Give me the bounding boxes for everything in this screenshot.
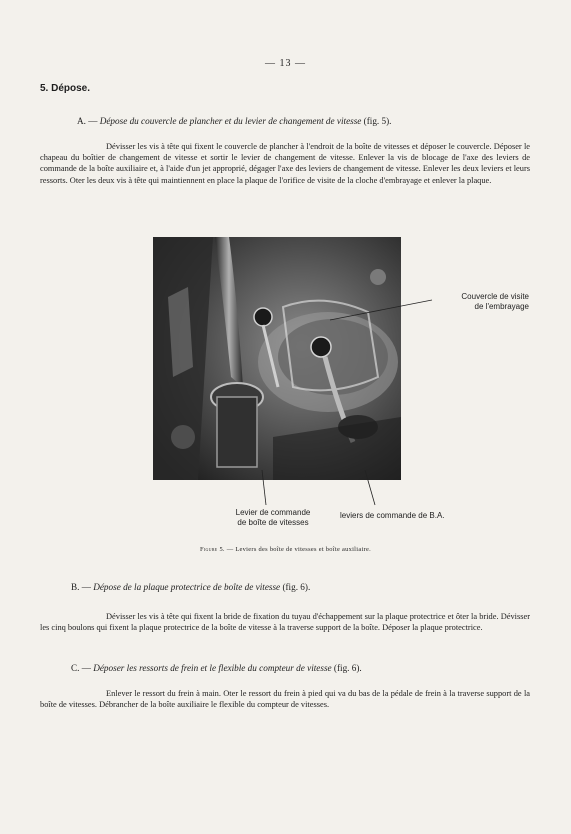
subsection-b-ref: (fig. 6).: [282, 582, 311, 592]
callout-gear-lever-line1: Levier de commande: [235, 508, 311, 517]
subsection-a-body: Dévisser les vis à tête qui fixent le couvercle de plancher à l'endroit de la boîte de vitesses et déposer le couvercle. Déposer le chapeau du boîtier de changement de vitesse et sortir le levier de changement de vitesse. Enlever la vis de blocage de l'axe des leviers de commande de la boîte auxiliaire et, à l'aide d'un jet approprié, dégager l'axe des leviers de changement de vitesse. Enlever les deux leviers et leurs ressorts. Oter les deux vis à tête qui maintiennent en place la plaque de l'orifice de visite de la cloche d'embrayage et enlever la plaque.: [40, 142, 530, 185]
subsection-c-ref: (fig. 6).: [333, 663, 362, 673]
subsection-b-letter: B. —: [71, 582, 91, 592]
figure-caption-text: — Leviers des boîte de vitesses et boîte auxiliaire.: [226, 546, 372, 553]
callout-gear-lever-line2: de boîte de vitesses: [237, 518, 309, 527]
subsection-c-heading: [71, 663, 362, 673]
subsection-b-heading: [71, 582, 310, 592]
page-number: — 13 —: [265, 58, 306, 69]
figure-5-photo: [153, 237, 401, 480]
gearbox-photo-image: [153, 237, 401, 480]
subsection-c-body: Enlever le ressort du frein à main. Oter le ressort du frein à pied qui va du bas de la pédale de frein à la traverse support de la boîte de vitesses. Débrancher de la boîte auxiliaire le flexible du compteur de vitesses.: [40, 689, 530, 710]
subsection-b-title: Dépose de la plaque protectrice de boîte de vitesse: [93, 582, 281, 592]
callout-ba-levers: leviers de commande de B.A.: [340, 511, 445, 520]
figure-caption: [0, 546, 571, 553]
subsection-c-title: Déposer les ressorts de frein et le flexible du compteur de vitesse: [93, 663, 332, 673]
callout-clutch-cover: [433, 292, 529, 312]
subsection-a-ref: (fig. 5).: [363, 116, 392, 126]
figure-caption-label: Figure 5.: [199, 546, 225, 553]
subsection-b-body: Dévisser les vis à tête qui fixent la bride de fixation du tuyau d'échappement sur la plaque protectrice et ôter la bride. Dévisser les cinq boulons qui fixent la plaque protectrice de la boîte de vitesse à la traverse support de la boîte. Déposer la plaque protectrice.: [40, 612, 530, 633]
callout-clutch-cover-line1: Couvercle de visite: [461, 292, 529, 301]
callout-clutch-cover-line2: de l'embrayage: [474, 302, 529, 311]
subsection-c-letter: C. —: [71, 663, 91, 673]
subsection-a-heading: [77, 116, 391, 126]
callout-gear-lever: [223, 508, 323, 528]
section-heading: 5. Dépose.: [40, 83, 91, 94]
subsection-a-title: Dépose du couvercle de plancher et du levier de changement de vitesse: [99, 116, 362, 126]
subsection-a-letter: A. —: [77, 116, 98, 126]
